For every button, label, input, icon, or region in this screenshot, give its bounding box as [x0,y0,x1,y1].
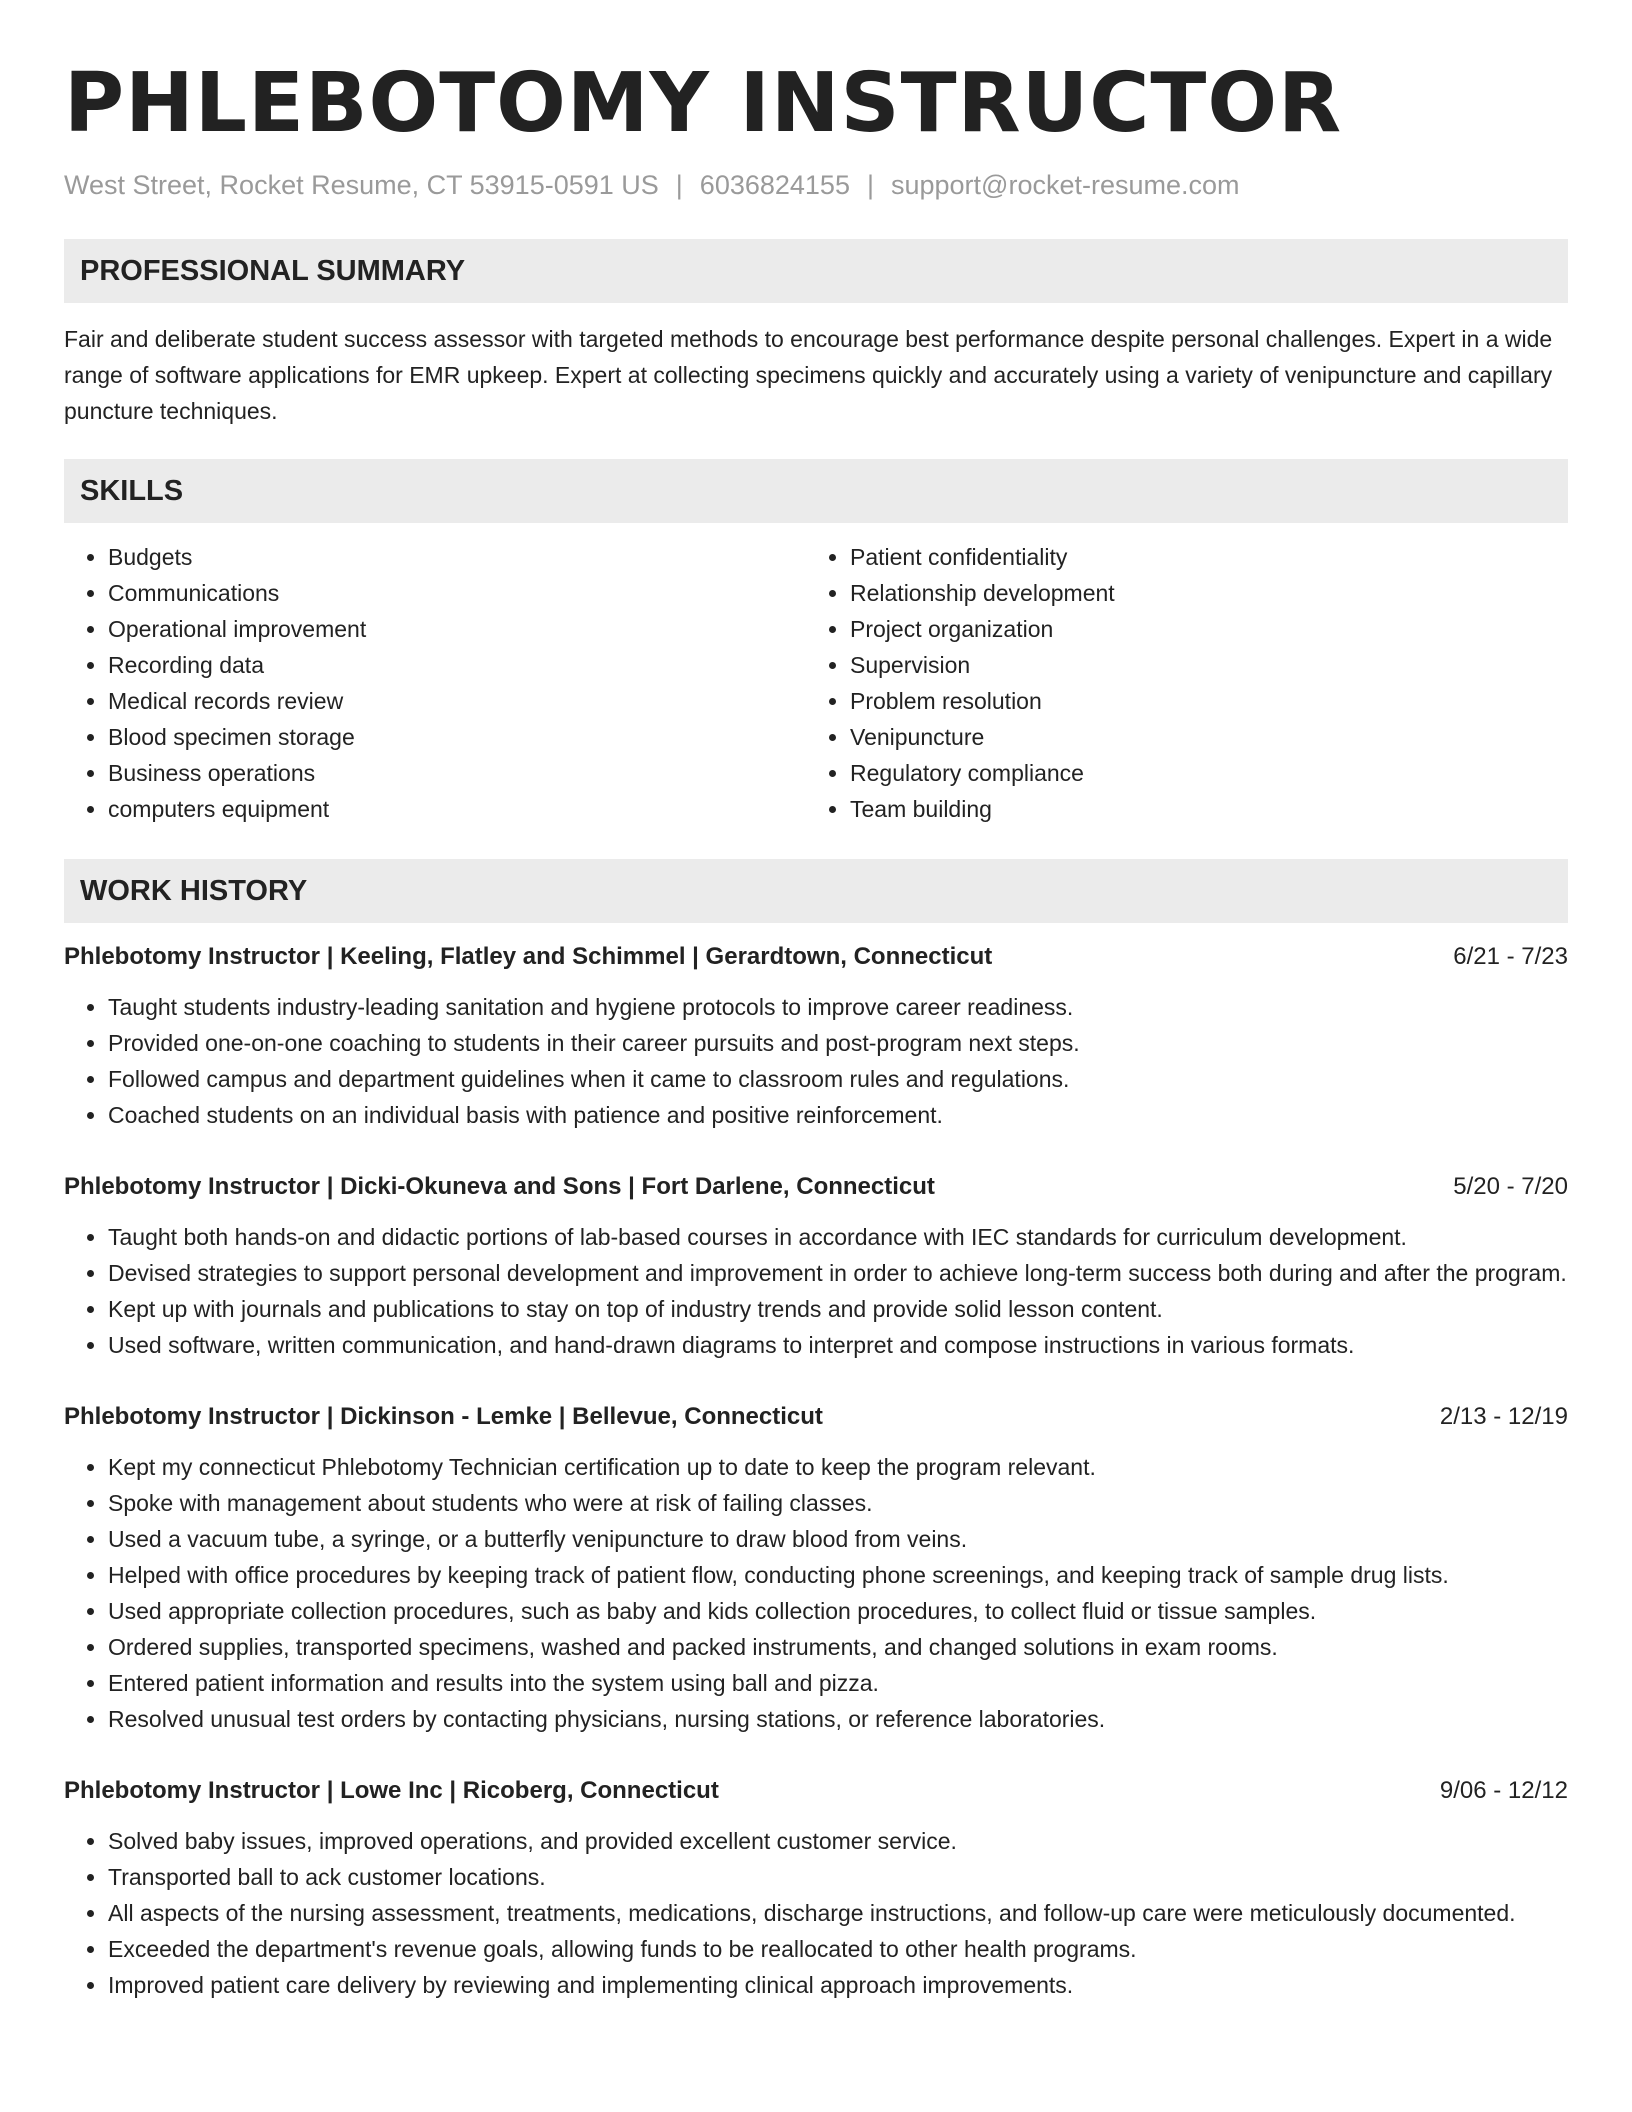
job-bullet: • Devised strategies to support personal development and improvement in order to achieve long-term success both during and after the program. [108,1255,1568,1291]
job-bullet: • Used a vacuum tube, a syringe, or a butterfly venipuncture to draw blood from veins. [108,1521,1568,1557]
job-title: Phlebotomy Instructor | Dicki-Okuneva and Sons | Fort Darlene, Connecticut [64,1173,935,1200]
job-bullet: • Taught students industry-leading sanitation and hygiene protocols to improve career readiness. [108,989,1568,1025]
skills-list-right [806,539,1548,827]
work-history-heading: WORK HISTORY [64,859,1568,923]
skill-item: • Regulatory compliance [850,755,1548,791]
contact-email: support@rocket-resume.com [890,170,1240,200]
job-bullet: • Used appropriate collection procedures, such as baby and kids collection procedures, to collect fluid or tissue samples. [108,1593,1568,1629]
job-bullet-list [64,1823,1568,2003]
job-entry [64,1399,1568,1737]
job-bullet: • Resolved unusual test orders by contacting physicians, nursing stations, or reference laboratories. [108,1701,1568,1737]
job-entry [64,1169,1568,1363]
skill-item: • Project organization [850,611,1548,647]
contact-address: West Street, Rocket Resume, CT 53915-0591 US [64,170,659,200]
skill-item: • Venipuncture [850,719,1548,755]
job-header [64,939,1568,975]
skill-item: • computers equipment [108,791,806,827]
job-bullet-list [64,1449,1568,1737]
job-title: Phlebotomy Instructor | Lowe Inc | Ricoberg, Connecticut [64,1777,719,1804]
job-header [64,1399,1568,1435]
job-title: Phlebotomy Instructor | Keeling, Flatley and Schimmel | Gerardtown, Connecticut [64,943,993,970]
job-header [64,1773,1568,1809]
contact-line [64,168,1568,202]
job-bullet: • Exceeded the department's revenue goals, allowing funds to be reallocated to other health programs. [108,1931,1568,1967]
job-entry [64,939,1568,1133]
job-dates: 5/20 - 7/20 [1453,1173,1568,1200]
job-title: Phlebotomy Instructor | Dickinson - Lemke | Bellevue, Connecticut [64,1403,823,1430]
job-bullet: • Used software, written communication, and hand-drawn diagrams to interpret and compose instructions in various formats. [108,1327,1568,1363]
job-bullet: • Entered patient information and results into the system using ball and pizza. [108,1665,1568,1701]
skill-item: • Operational improvement [108,611,806,647]
job-bullet: • Kept my connecticut Phlebotomy Technician certification up to date to keep the program relevant. [108,1449,1568,1485]
job-header [64,1169,1568,1205]
job-bullet: • Improved patient care delivery by reviewing and implementing clinical approach improvements. [108,1967,1568,2003]
contact-phone: 6036824155 [699,170,850,200]
job-bullet: • Helped with office procedures by keeping track of patient flow, conducting phone screenings, and keeping track of sample drug lists. [108,1557,1568,1593]
job-bullet: • Solved baby issues, improved operations, and provided excellent customer service. [108,1823,1568,1859]
job-bullet: • Ordered supplies, transported specimens, washed and packed instruments, and changed solutions in exam rooms. [108,1629,1568,1665]
skill-item: • Medical records review [108,683,806,719]
job-entry [64,1773,1568,2003]
job-bullet: • Coached students on an individual basis with patience and positive reinforcement. [108,1097,1568,1133]
skills-columns [64,539,1568,827]
skill-item: • Team building [850,791,1548,827]
job-dates: 9/06 - 12/12 [1439,1777,1568,1804]
resume-name: PHLEBOTOMY INSTRUCTOR [64,56,1343,151]
summary-text: Fair and deliberate student success assessor with targeted methods to encourage best performance despite personal challenges. Expert in a wide range of software applications for EMR upkeep. Expert at collecting specimens quickly and accurately using a variety of venipuncture and capillary puncture techniques. [64,326,1553,424]
skill-item: • Relationship development [850,575,1548,611]
skill-item: • Recording data [108,647,806,683]
skills-list-left [64,539,806,827]
skills-heading: SKILLS [64,459,1568,523]
skill-item: • Budgets [108,539,806,575]
resume-page [64,56,1568,2003]
skill-item: • Business operations [108,755,806,791]
job-bullet-list [64,989,1568,1133]
job-bullet: • Kept up with journals and publications to stay on top of industry trends and provide solid lesson content. [108,1291,1568,1327]
summary-section [64,239,1568,429]
work-history-section [64,859,1568,2003]
job-dates: 6/21 - 7/23 [1453,943,1568,970]
contact-separator: | [675,170,683,200]
job-dates: 2/13 - 12/19 [1439,1403,1568,1430]
job-bullet-list [64,1219,1568,1363]
job-bullet: • Transported ball to ack customer locations. [108,1859,1568,1895]
job-bullet: • Spoke with management about students who were at risk of failing classes. [108,1485,1568,1521]
job-bullet: • Followed campus and department guidelines when it came to classroom rules and regulations. [108,1061,1568,1097]
skills-section [64,459,1568,827]
contact-separator: | [866,170,874,200]
skill-item: • Patient confidentiality [850,539,1548,575]
job-bullet: • Provided one-on-one coaching to students in their career pursuits and post-program next steps. [108,1025,1568,1061]
summary-heading: PROFESSIONAL SUMMARY [64,239,1568,303]
job-list [64,939,1568,2003]
skill-item: • Supervision [850,647,1548,683]
skill-item: • Problem resolution [850,683,1548,719]
skill-item: • Blood specimen storage [108,719,806,755]
job-bullet: • All aspects of the nursing assessment, treatments, medications, discharge instructions, and follow-up care were meticulously documented. [108,1895,1568,1931]
job-bullet: • Taught both hands-on and didactic portions of lab-based courses in accordance with IEC standards for curriculum development. [108,1219,1568,1255]
skill-item: • Communications [108,575,806,611]
